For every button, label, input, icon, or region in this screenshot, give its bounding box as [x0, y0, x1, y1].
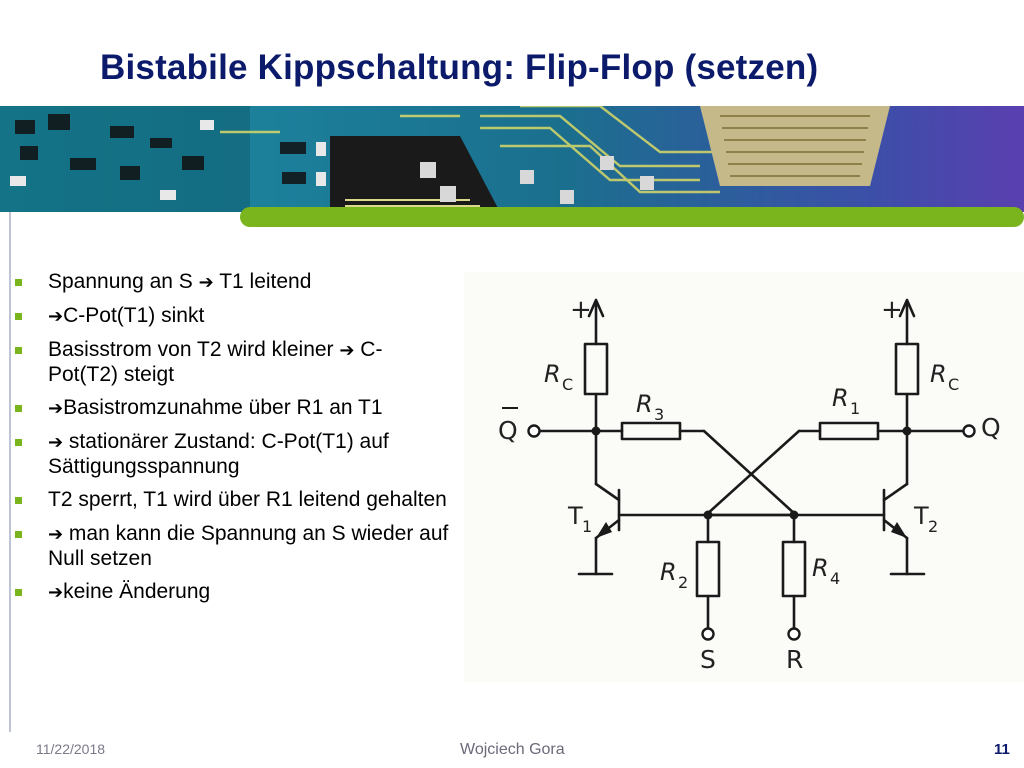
right-arrow-icon: ➔ [48, 306, 64, 327]
supply-plus-right-label: + [881, 295, 903, 325]
bullet-item [12, 270, 452, 295]
bullet-text: C-Pot(T1) sinkt [63, 304, 205, 327]
bullet-square-icon [15, 589, 22, 596]
r4-label: R [812, 554, 829, 582]
q-output-label: Q [981, 413, 1001, 442]
supply-plus-left-label: + [570, 295, 592, 325]
r2-subscript: 2 [678, 573, 689, 592]
bullet-item [12, 522, 452, 571]
r3-subscript: 3 [654, 405, 665, 424]
bullet-list [12, 270, 452, 614]
bullet-square-icon [15, 313, 22, 320]
bullet-square-icon [15, 497, 22, 504]
r-input-label: R [786, 645, 804, 674]
s-input-label: S [700, 645, 716, 674]
footer-author: Wojciech Gora [460, 741, 565, 758]
bullet-square-icon [15, 439, 22, 446]
r4-subscript: 4 [830, 569, 841, 588]
r2-label: R [660, 558, 677, 586]
bullet-item [12, 338, 452, 387]
right-arrow-icon: ➔ [339, 340, 355, 361]
r1-label: R [832, 384, 849, 412]
rc-left-label: R [544, 360, 561, 388]
r3-label: R [636, 390, 653, 418]
bullet-item [12, 396, 452, 421]
right-arrow-icon: ➔ [48, 582, 64, 603]
bullet-item [12, 580, 452, 605]
right-arrow-icon: ➔ [48, 432, 64, 453]
t2-label: T [914, 502, 929, 530]
bullet-text: man kann die Spannung an S wieder auf Null setzen [48, 522, 449, 570]
bullet-text: T1 leitend [213, 270, 312, 293]
right-arrow-icon: ➔ [198, 272, 214, 293]
right-arrow-icon: ➔ [48, 398, 64, 419]
t1-subscript: 1 [582, 517, 593, 536]
t2-subscript: 2 [928, 517, 939, 536]
rc-right-label: R [930, 360, 947, 388]
r1-subscript: 1 [850, 399, 861, 418]
bullet-square-icon [15, 279, 22, 286]
left-vertical-rule [9, 212, 11, 732]
t1-label: T [568, 502, 583, 530]
bullet-square-icon [15, 347, 22, 354]
footer-page-number: 11 [994, 741, 1010, 758]
bullet-text: T2 sperrt, T1 wird über R1 leitend gehalten [48, 488, 447, 511]
bullet-text: Basistromzunahme über R1 an T1 [63, 396, 383, 419]
bullet-text: stationärer Zustand: C-Pot(T1) auf Sättigungsspannung [48, 430, 389, 478]
bullet-square-icon [15, 531, 22, 538]
bullet-text: keine Änderung [63, 580, 211, 603]
bullet-item [12, 430, 452, 479]
footer-date: 11/22/2018 [36, 741, 106, 757]
rc-right-subscript: C [948, 375, 960, 394]
bullet-text: Basisstrom von T2 wird kleiner [48, 338, 340, 361]
flip-flop-circuit-diagram [464, 272, 1024, 682]
bullet-square-icon [15, 405, 22, 412]
right-arrow-icon: ➔ [48, 524, 64, 545]
bullet-text: Spannung an S [48, 270, 199, 293]
q-bar-output-label: Q [498, 416, 518, 445]
rc-left-subscript: C [562, 375, 574, 394]
bullet-text: C-Pot(T2) steigt [48, 338, 383, 386]
pcb-banner-image [0, 106, 1024, 234]
bullet-item [12, 304, 452, 329]
slide-title: Bistabile Kippschaltung: Flip-Flop (setzen) [100, 48, 819, 87]
bullet-item [12, 488, 452, 513]
